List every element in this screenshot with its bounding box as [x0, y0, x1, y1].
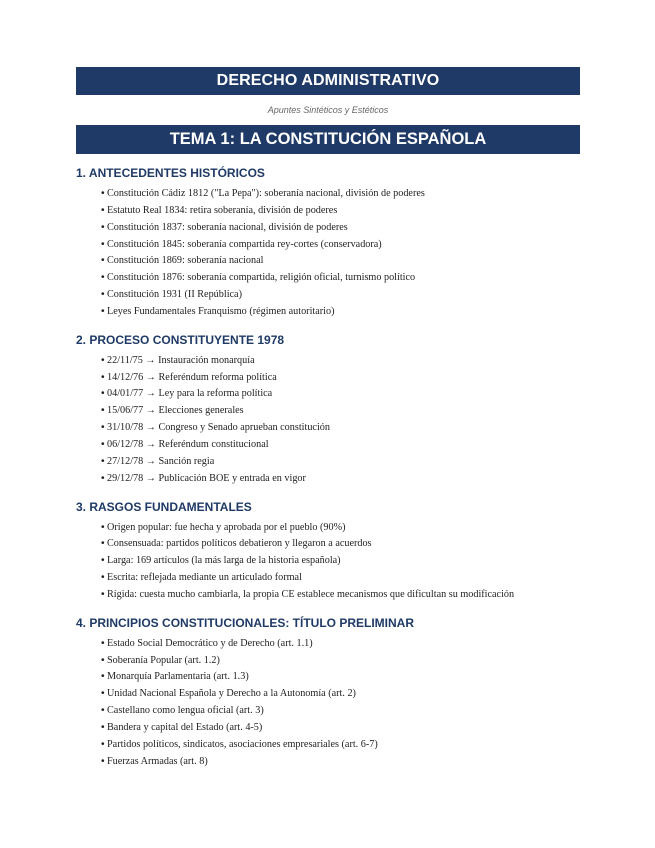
list-item-text: Rígida: cuesta mucho cambiarla, la propia CE establece mecanismos que dificultan su modificación — [107, 588, 515, 600]
list-item — [76, 669, 580, 686]
list-item — [76, 553, 580, 570]
bullet-icon: • — [101, 221, 105, 233]
list-item-text: Partidos políticos, sindicatos, asociaciones empresariales (art. 6-7) — [107, 738, 378, 750]
list-item-text: 06/12/78 → Referéndum constitucional — [107, 438, 269, 450]
list-item-text: Larga: 169 artículos (la más larga de la historia española) — [107, 555, 341, 567]
list-item — [76, 353, 580, 370]
bullet-icon: • — [101, 572, 105, 584]
bullet-icon: • — [101, 721, 105, 733]
bullet-icon: • — [101, 405, 105, 417]
list-item-text: Constitución 1869: soberanía nacional — [107, 255, 264, 267]
list-item — [76, 471, 580, 488]
list-item-text: Constitución Cádiz 1812 ("La Pepa"): soberanía nacional, división de poderes — [107, 188, 425, 199]
bullet-icon: • — [101, 289, 105, 301]
list-item — [76, 386, 580, 403]
bullet-icon: • — [101, 521, 105, 533]
section — [76, 165, 580, 321]
bullet-icon: • — [101, 371, 105, 383]
bullet-icon: • — [101, 455, 105, 467]
list-item — [76, 686, 580, 703]
list-item — [76, 420, 580, 437]
list-item-text: Constitución 1837: soberanía nacional, división de poderes — [107, 221, 348, 233]
list-item-text: Bandera y capital del Estado (art. 4-5) — [107, 721, 263, 733]
bullet-icon: • — [101, 272, 105, 284]
document-title: DERECHO ADMINISTRATIVO — [216, 72, 440, 89]
bullet-icon: • — [101, 472, 105, 484]
section-heading: 2. PROCESO CONSTITUYENTE 1978 — [76, 332, 285, 347]
list-item — [76, 253, 580, 270]
list-item — [76, 520, 580, 537]
bullet-icon: • — [101, 354, 105, 366]
section-heading: 1. ANTECEDENTES HISTÓRICOS — [76, 166, 265, 180]
bullet-icon: • — [101, 588, 105, 600]
list-item — [76, 403, 580, 420]
section-heading: 3. RASGOS FUNDAMENTALES — [76, 499, 252, 514]
list-item — [76, 737, 580, 754]
bullet-icon: • — [101, 637, 105, 649]
document-subtitle: Apuntes Sintéticos y Estéticos — [267, 105, 389, 115]
document-title-banner — [76, 67, 580, 95]
bullet-icon: • — [101, 738, 105, 750]
list-item — [76, 754, 580, 771]
list-item-text: Monarquía Parlamentaria (art. 1.3) — [107, 671, 249, 683]
bullet-icon: • — [101, 305, 105, 317]
list-item — [76, 454, 580, 471]
list-item — [76, 653, 580, 670]
list-item-text: Castellano como lengua oficial (art. 3) — [107, 705, 264, 717]
list-item-text: Constitución 1845: soberanía compartida rey-cortes (conservadora) — [107, 238, 382, 250]
bullet-icon: • — [101, 671, 105, 683]
list-item-text: Consensuada: partidos políticos debatieron y llegaron a acuerdos — [107, 538, 372, 550]
list-item-text: 27/12/78 → Sanción regia — [107, 455, 215, 467]
list-item-text: 22/11/75 → Instauración monarquía — [107, 354, 255, 366]
section — [76, 499, 580, 604]
bullet-icon: • — [101, 255, 105, 267]
bullet-icon: • — [101, 705, 105, 717]
section-heading: 4. PRINCIPIOS CONSTITUCIONALES: TÍTULO PRELIMINAR — [76, 615, 415, 630]
bullet-icon: • — [101, 422, 105, 434]
bullet-icon: • — [101, 555, 105, 567]
list-item — [76, 536, 580, 553]
bullet-icon: • — [101, 438, 105, 450]
list-item — [76, 587, 580, 604]
document-page — [76, 67, 580, 770]
list-item-text: Leyes Fundamentales Franquismo (régimen autoritario) — [107, 305, 335, 317]
list-item — [76, 270, 580, 287]
list-item — [76, 636, 580, 653]
list-item — [76, 703, 580, 720]
section — [76, 615, 580, 771]
bullet-icon: • — [101, 204, 105, 216]
list-item — [76, 370, 580, 387]
list-item — [76, 437, 580, 454]
sections-container — [76, 165, 580, 770]
list-item-text: 29/12/78 → Publicación BOE y entrada en vigor — [107, 472, 306, 484]
list-item-text: Constitución 1876: soberanía compartida, religión oficial, turnismo político — [107, 272, 416, 284]
section — [76, 332, 580, 488]
list-item — [76, 570, 580, 587]
list-item — [76, 237, 580, 254]
tema-title-banner — [76, 125, 580, 154]
list-item-text: 04/01/77 → Ley para la reforma política — [107, 388, 273, 400]
list-item-text: Escrita: reflejada mediante un articulado formal — [107, 572, 302, 584]
list-item-text: Origen popular: fue hecha y aprobada por el pueblo (90%) — [107, 521, 346, 533]
list-item — [76, 287, 580, 304]
list-item — [76, 304, 580, 321]
list-item-text: 15/06/77 → Elecciones generales — [107, 405, 244, 417]
list-item — [76, 186, 580, 203]
list-item — [76, 720, 580, 737]
list-item — [76, 220, 580, 237]
tema-title: TEMA 1: LA CONSTITUCIÓN ESPAÑOLA — [169, 130, 487, 148]
list-item-text: 31/10/78 → Congreso y Senado aprueban constitución — [107, 422, 330, 434]
bullet-icon: • — [101, 538, 105, 550]
list-item-text: Soberanía Popular (art. 1.2) — [107, 654, 220, 666]
bullet-icon: • — [101, 654, 105, 666]
list-item-text: Estado Social Democrático y de Derecho (art. 1.1) — [107, 637, 313, 649]
list-item-text: 14/12/76 → Referéndum reforma política — [107, 371, 277, 383]
bullet-icon: • — [101, 755, 105, 767]
list-item-text: Estatuto Real 1834: retira soberanía, división de poderes — [107, 204, 338, 216]
bullet-icon: • — [101, 188, 105, 199]
list-item-text: Constitución 1931 (II República) — [107, 289, 242, 301]
bullet-icon: • — [101, 688, 105, 700]
bullet-icon: • — [101, 238, 105, 250]
list-item — [76, 203, 580, 220]
list-item-text: Fuerzas Armadas (art. 8) — [107, 755, 208, 767]
list-item-text: Unidad Nacional Española y Derecho a la Autonomía (art. 2) — [107, 688, 356, 700]
bullet-icon: • — [101, 388, 105, 400]
